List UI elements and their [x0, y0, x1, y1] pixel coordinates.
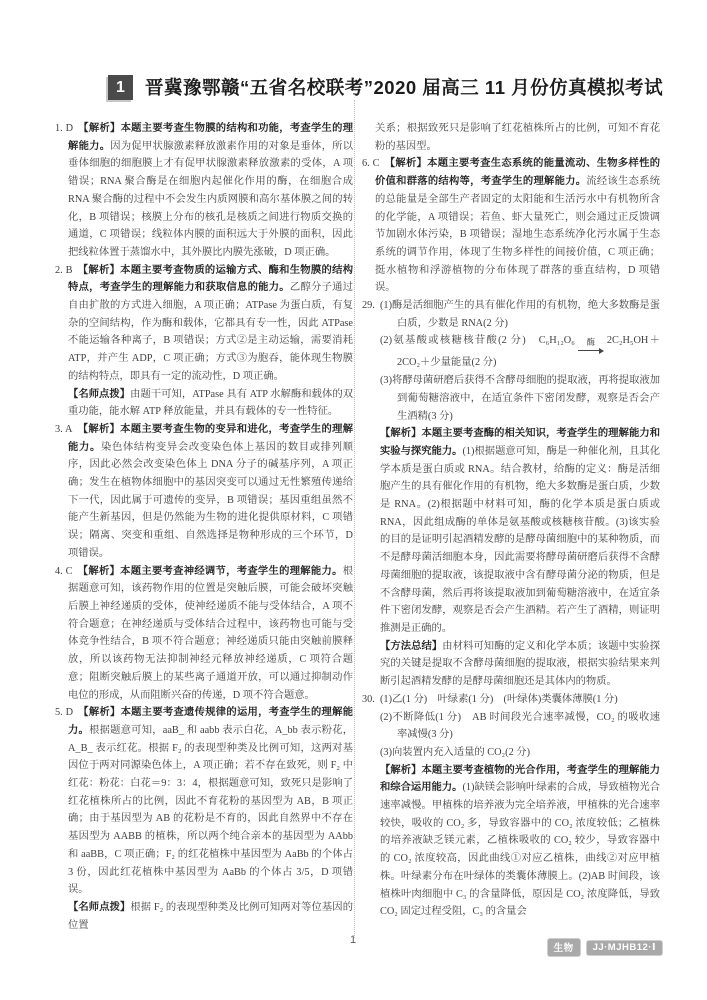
analysis-label-bold: 【解析】本题主要考查生态系统的能量流动、生物多样性的价值和群落的结构等，考查学生的理解能力。 [375, 158, 660, 188]
choice-answer-block [55, 421, 353, 563]
answer-text: 由材料可知酶的定义和化学本质；该题中实验探究的关键是提取不含酵母菌细胞的提取液，根据实验结果来判断引起酒精发酵的是酵母菌细胞还是其体内的物质。 [380, 640, 660, 688]
question-number-and-answer: 5. D [55, 707, 74, 719]
answer-text: ＋少量能量(2 分) [420, 357, 497, 369]
page-number: 1 [349, 934, 357, 946]
question-number: 30. [362, 693, 375, 705]
answer-text: 根据 F₂ 的表现型种类及比例可知两对等位基因的位置 [68, 901, 353, 931]
choice-answer-block [55, 262, 353, 386]
answer-text: (2)不断降低(1 分) AB 时间段光合速率减慢，CO₂ 的吸收速率减慢(3 分) [380, 711, 660, 741]
analysis-label-bold: 【解析】本题主要考查植物的光合作用，考查学生的理解能力和综合运用能力。 [380, 764, 660, 794]
question-number-and-answer: 1. D [55, 123, 74, 134]
answer-text: (1)乙(1 分) 叶绿素(1 分) (叶绿体)类囊体薄膜(1 分) [380, 693, 618, 705]
answer-text: 由题干可知，ATPase 具有 ATP 水解酶和载体的双重功能，能水解 ATP 释放能量，并具有载体的专一性特征。 [68, 388, 353, 418]
question-number-and-answer: 2. B [55, 264, 73, 276]
analysis-label-bold: 【解析】本题主要考查遗传规律的运用，考查学生的理解能力。 [68, 707, 353, 736]
question-number-and-answer: 6. C [362, 158, 380, 170]
subject-badge: 生物 [547, 938, 581, 957]
sub-answer [380, 744, 660, 762]
question-answer-block [362, 691, 660, 921]
page-header [108, 74, 663, 100]
analysis-label-bold: 【解析】本题主要考查生物膜的结构和功能，考查学生的理解能力。 [68, 123, 353, 152]
sub-answer [380, 691, 660, 709]
answer-text: (1)根据题意可知，酶是一种催化剂，且其化学本质是蛋白质或 RNA。结合教材，给酶的定义：酶是活细胞产生的具有催化作用的有机物，绝大多数酶是蛋白质，少数是 RNA。(2)根据题中材料可知，酶的化学本质是蛋白质或 RNA，因此组成酶的单体是氨基酸或核糖核苷酸。(3)该实验的目的是证明引起酒精发酵的是酵母菌细胞中的某种物质，而不是酵母菌活细胞本身，因此需要将酵母菌研磨后获得不含酵母菌细胞的提取液，该提取液中含有酵母菌分泌的物质，但是不含酵母菌，然后再将该提取液加到葡萄糖溶液中，在适宜条件下密闭发酵，观察是否会产生酒精。若产生了酒精，则证明推测是正确的。 [380, 445, 660, 634]
answer-text: 乙醇分子通过自由扩散的方式进入细胞，A 项正确；ATPase 为蛋白质，有复杂的空间结构，作为酶和载体，它都具有专一性，因此 ATPase 不能运输各种离子，B 项错误；方式②是主动运输，需要消耗 ATP，并产生 ADP，C 项正确；方式③为胞吞，能体现生物膜的结构特点，即具有一定的流动性，D 项正确。 [68, 282, 353, 382]
answers-column-right [362, 120, 660, 942]
answer-text: (1)酶是活细胞产生的具有催化作用的有机物，绝大多数酶是蛋白质，少数是 RNA(2 分) [380, 300, 660, 329]
analysis-label-bold: 【解析】本题主要考查神经调节，考查学生的理解能力。 [77, 565, 343, 577]
answer-text: 流经该生态系统的总能量是全部生产者固定的太阳能和生活污水中有机物所含的化学能，A 项错误；若鱼、虾大量死亡，则会通过正反馈调节加剧水体污染，B 项错误；湿地生态系统净化污水属于生态系统的调节作用，体现了生物多样性的间接价值，C 项正确；挺水植物和浮游植物的分布体现了群落的垂直结构，D 项错误。 [375, 176, 660, 294]
answer-text: (3)将酵母菌研磨后获得不含酵母细胞的提取液，再将提取液加到葡萄糖溶液中，在适宜条件下密闭发酵，观察是否会产生酒精(3 分) [380, 375, 660, 422]
analysis-label-bold: 【解析】本题主要考查物质的运输方式、酶和生物膜的结构特点，考查学生的理解能力和获取信息的能力。 [68, 264, 353, 294]
answer-text: (3)向装置内充入适量的 CO₂(2 分) [380, 746, 531, 758]
answer-text: 因为促甲状腺激素释放激素作用的对象是垂体，所以垂体细胞的细胞膜上才有促甲状腺激素释放激素的受体，A 项错误；RNA 聚合酶是在细胞内起催化作用的酶，在细胞合成 RNA 聚合酶的过程中不会发生内质网膜和高尔基体膜之间的转化，B 项错误；核膜上分布的核孔是核质之间进行物质交换的通道，C 项错误；线粒体内膜的面积远大于外膜的面积，因此把线粒体置于蒸馏水中，其外膜比内膜先涨破，D 项正确。 [68, 140, 353, 258]
analysis-label-bold: 【名师点拨】 [68, 388, 131, 400]
teacher-tip-block [55, 899, 353, 934]
analysis-label-bold: 【方法总结】 [380, 640, 443, 652]
question-answer-block [362, 297, 660, 691]
sub-answer [380, 297, 660, 332]
choice-answer-block [55, 704, 353, 899]
answers-column-left [55, 120, 353, 942]
paper-code-badge: JJ·MJHB12·Ⅰ [586, 940, 663, 956]
analysis-paragraph [380, 425, 660, 637]
analysis-paragraph [380, 638, 660, 691]
sub-answer [380, 372, 660, 425]
section-number-box: 1 [108, 75, 133, 100]
answer-text: 染色体结构变异会改变染色体上基因的数目或排列顺序，因此必然会改变染色体上 DNA 分子的碱基序列，A 项正确；发生在植物体细胞中的基因突变可以通过无性繁殖传递给下一代，因此属于可遗传的变异，B 项错误；基因重组虽然不能产生新基因，但是仍然能为生物的进化提供原材料，C 项错误；隔离、突变和重组、自然选择是物种形成的三个环节，D 项错误。 [68, 441, 353, 559]
sub-answer [380, 709, 660, 744]
answer-text: 根据题意可知，该药物作用的位置是突触后膜，可能会破坏突触后膜上神经递质的受体，使神经递质不能与受体结合，A 项不符合题意；在神经递质与受体结合过程中，该药物也可能与受体竞争性结合，B 项不符合题意；神经递质只能由突触前膜释放，所以该药物无法抑制神经元释放神经递质，C 项符合题意；阻断突触后膜上的某些离子通道开放，可以通过抑制动作电位的形成，从而阻断兴奋的传递，D 项不符合题意。 [68, 565, 353, 701]
choice-answer-block [55, 120, 353, 262]
question-number-and-answer: 3. A [55, 423, 73, 435]
answer-text: 关系；根据致死只是影响了红花植株所占的比例，可知不育花粉的基因型。 [375, 123, 660, 152]
answer-text: (1)缺镁会影响叶绿素的合成，导致植物光合速率减慢。甲植株的培养液为完全培养液，甲植株的光合速率较快，吸收的 CO₂ 多，导致容器中的 CO₂ 浓度较低；乙植株的培养液缺乏镁元素，乙植株吸收的 CO₂ 较少，导致容器中的 CO₂ 浓度较高，因此曲线①对应乙植株，曲线②对应甲植株。叶绿素分布在叶绿体的类囊体薄膜上。(2)AB 时间段，该植株叶肉细胞中 C₃ 的含量降低，原因是 CO₂ 浓度降低，导致 CO₂ 固定过程受阻，C₃ 的含量会 [380, 782, 660, 918]
choice-answer-block [55, 563, 353, 705]
arrow-icon [578, 347, 604, 354]
analysis-label-bold: 【名师点拨】 [68, 901, 131, 913]
page-title: 晋冀豫鄂赣“五省名校联考”2020 届高三 11 月份仿真模拟考试 [145, 77, 664, 98]
analysis-label-bold: 【解析】本题主要考查酶的相关知识，考查学生的理解能力和实验与探究能力。 [380, 428, 660, 457]
catalyst-label: 酶 [586, 337, 596, 348]
question-number-and-answer: 4. C [55, 565, 73, 577]
equation-left: C₆H₁₂O₆ [538, 335, 575, 347]
footer-badges [547, 938, 663, 957]
answer-text: (2)氨基酸或核糖核苷酸(2 分) [380, 335, 539, 347]
continued-paragraph [362, 120, 660, 155]
answer-text: 根据题意可知，aaB_ 和 aabb 表示白花，A_bb 表示粉花，A_B_ 表示红花。根据 F₂ 的表现型种类及比例可知，这两对基因位于两对同源染色体上，A 项正确；若不存在致死，则 F₂ 中红花：粉花：白花＝9：3：4，根据题意可知，致死只是影响了红花植株所占的比例，因此不育花粉的基因型为 AB，B 项正确；由于基因型为 AB 的花粉是不育的，因此自然界中不存在基因型为 AABB 的植株，所以两个纯合亲本的基因型为 AAbb 和 aaBB，C 项正确；F₂ 的红花植株中基因型为 AaBb 的个体占 3 份，因此红花植株中基因型为 AaBb 的个体占 3/5，D 项错误。 [68, 724, 353, 896]
analysis-paragraph [380, 762, 660, 921]
column-divider [354, 100, 355, 938]
analysis-label-bold: 【解析】本题主要考查生物的变异和进化，考查学生的理解能力。 [68, 423, 353, 453]
sub-answer [380, 332, 660, 372]
equation-right: 2C₂H₅OH＋2CO₂ [397, 335, 660, 369]
teacher-tip-block [55, 386, 353, 421]
choice-answer-block [362, 155, 660, 297]
reaction-arrow-with-catalyst [578, 338, 604, 354]
question-number: 29. [362, 300, 375, 312]
